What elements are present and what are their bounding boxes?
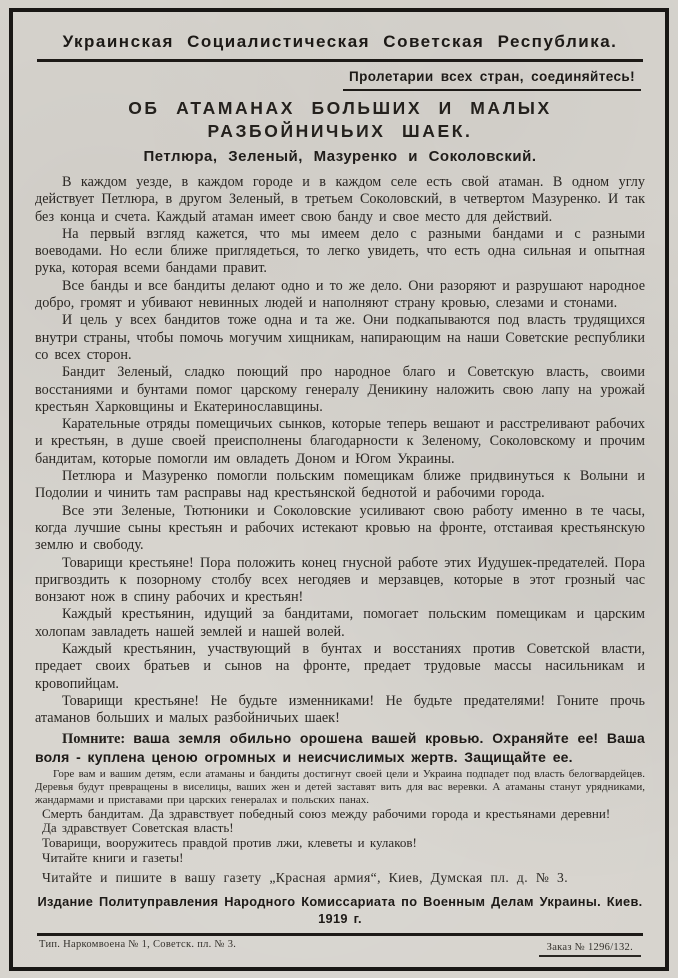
body-paragraph: Бандит Зеленый, сладко поющий про народное благо и Советскую власть, своими восстаниями и бунтами помог царскому генералу Деникину наложить свою лапу на урожай крестьян Харковщины и Екатеринославщины. bbox=[35, 364, 645, 415]
body-paragraph: Петлюра и Мазуренко помогли польским помещикам ближе придвинуться к Волыни и Подолии и чинить там расправы над крестьянской беднотой и рабочими города. bbox=[35, 468, 645, 502]
body-paragraph: Каждый крестьянин, участвующий в бунтах и восстаниях против Советской власти, предает своих братьев и сынов на фронте, предает трудовые массы насильникам и кровопийцам. bbox=[35, 641, 645, 692]
footer-rule bbox=[37, 933, 643, 936]
body-paragraph: Товарищи крестьяне! Не будьте изменниками! Не будьте предателями! Гоните прочь атаманов больших и малых разбойничьих шаек! bbox=[35, 692, 645, 727]
body-paragraph: Все банды и все бандиты делают одно и то же дело. Они разоряют и разрушают народное добро, громят и убивают невинных людей и наполняют страну кровью, слезами и стонами. bbox=[35, 277, 645, 312]
remember-text: ваша земля обильно орошена вашей кровью. Охраняйте ее! Ваша воля - куплена ценою огромных и неисчислимых жертв. Защищайте ее. bbox=[35, 729, 646, 765]
body-paragraph: Все эти Зеленые, Тютюники и Соколовские усиливают свою работу именно в те часы, когда лучшие сыны крестьян и рабочих истекают кровью на фронте, отстаивая крестьянскую землю и свободу. bbox=[35, 502, 645, 554]
proletarians-motto: Пролетарии всех стран, соединяйтесь! bbox=[343, 68, 641, 91]
slogan-line: Товарищи, вооружитесь правдой против лжи, клеветы и кулаков! bbox=[42, 835, 417, 851]
publisher-line: Издание Политуправления Народного Комиссариата по Военным Делам Украины. Киев. 1919 г. bbox=[37, 893, 643, 926]
republic-header: Украинская Социалистическая Советская Республика. bbox=[62, 32, 618, 51]
page-subtitle: Петлюра, Зеленый, Мазуренко и Соколовский. bbox=[143, 148, 537, 165]
body-paragraph: В каждом уезде, в каждом городе и в каждом селе есть свой атаман. В одном углу действует Петлюра, в другом Зеленый, в третьем Соколовский, в четвертом Мазуренко. И так без конца и счета. Каждый атаман имеет свою банду и свое место для действий. bbox=[35, 174, 645, 225]
body-text bbox=[35, 174, 645, 886]
body-paragraph: На первый взгляд кажется, что мы имеем дело с разными бандами и с разными воеводами. Но если ближе приглядеться, то легко увидеть, что есть одна сильная и опытная рука, которая всеми бандами правит. bbox=[35, 225, 645, 277]
slogan-line: Читайте книги и газеты! bbox=[42, 849, 184, 865]
slogan-line: Смерть бандитам. Да здравствует победный союз между рабочими города и крестьянами деревни! bbox=[42, 805, 611, 821]
remember-lead: Помните: bbox=[62, 730, 126, 747]
body-paragraph: И цель у всех бандитов тоже одна и та же. Они подкапываются под власть трудящихся внутри страны, чтобы помочь могучим хищникам, напирающим на наши Советские республики со всех сторон. bbox=[35, 312, 645, 363]
order-number: Заказ № 1296/132. bbox=[539, 941, 641, 957]
print-shop-imprint: Тип. Наркомвоена № 1, Советск. пл. № 3. bbox=[39, 938, 237, 950]
motto-row bbox=[35, 68, 641, 91]
body-paragraph: Карательные отряды помещичьих сынков, которые теперь вешают и расстреливают рабочих и крестьян, в душе своей преисполнены благодарности к Зеленому, Соколовскому и прочим бандитам, которые помогли им овладеть Доном и Югом Украины. bbox=[35, 416, 645, 467]
page-title: ОБ АТАМАНАХ БОЛЬШИХ И МАЛЫХ РАЗБОЙНИЧЬИХ ШАЕК. bbox=[128, 98, 552, 141]
header-rule bbox=[37, 59, 643, 62]
body-paragraph: Товарищи крестьяне! Пора положить конец гнусной работе этих Иудушек-предателей. Пора пригвоздить к позорному столбу всех негодяев и мерзавцев, которые в этот грозный час вонзают нож в спину рабочих и крестьян! bbox=[35, 554, 645, 606]
imprint-row bbox=[35, 939, 645, 957]
warning-paragraph: Горе вам и вашим детям, если атаманы и бандиты достигнут своей цели и Украина подпадет под власть белогвардейцев. Деревья будут превращены в виселицы, ваших жен и детей заставят вить для вас веревки. А атаманы станут урядниками, жандармами и приставами при царских генералах и польских панах. bbox=[35, 767, 645, 806]
page-border-frame bbox=[9, 8, 669, 971]
slogan-line: Да здравствует Советская власть! bbox=[42, 820, 234, 836]
remember-paragraph bbox=[35, 729, 645, 768]
gazette-line: Читайте и пишите в вашу газету „Красная армия“, Киев, Думская пл. д. № 3. bbox=[42, 869, 568, 885]
page-content bbox=[13, 12, 665, 967]
body-paragraph: Каждый крестьянин, идущий за бандитами, помогает польским помещикам и царским холопам завладеть нашей землей и нашей волей. bbox=[35, 606, 645, 640]
